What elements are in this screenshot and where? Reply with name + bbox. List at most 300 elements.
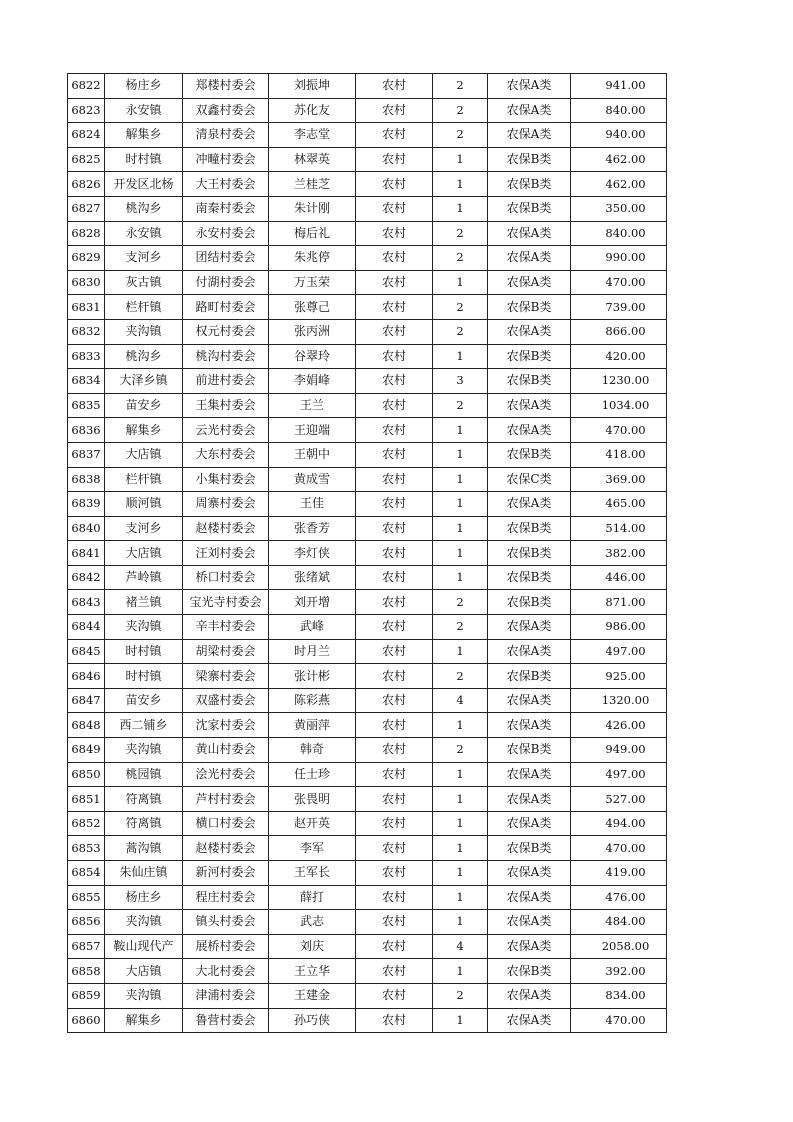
insurance-category-cell: 农保B类 xyxy=(488,369,571,394)
amount-cell: 426.00 xyxy=(571,713,667,738)
person-name-cell: 朱计刚 xyxy=(269,196,356,221)
amount-cell: 470.00 xyxy=(571,270,667,295)
town-cell: 夹沟镇 xyxy=(105,738,183,763)
town-cell: 大店镇 xyxy=(105,959,183,984)
row-number-cell: 6857 xyxy=(68,934,105,959)
area-type-cell: 农村 xyxy=(356,836,433,861)
town-cell: 时村镇 xyxy=(105,664,183,689)
person-name-cell: 张计彬 xyxy=(269,664,356,689)
area-type-cell: 农村 xyxy=(356,615,433,640)
row-number-cell: 6844 xyxy=(68,615,105,640)
town-cell: 夹沟镇 xyxy=(105,319,183,344)
area-type-cell: 农村 xyxy=(356,664,433,689)
person-name-cell: 林翠英 xyxy=(269,147,356,172)
row-number-cell: 6838 xyxy=(68,467,105,492)
row-number-cell: 6852 xyxy=(68,811,105,836)
row-number-cell: 6841 xyxy=(68,541,105,566)
table-row xyxy=(68,910,667,935)
insurance-category-cell: 农保B类 xyxy=(488,196,571,221)
area-type-cell: 农村 xyxy=(356,467,433,492)
amount-cell: 527.00 xyxy=(571,787,667,812)
village-committee-cell: 郑楼村委会 xyxy=(183,74,269,99)
insurance-category-cell: 农保B类 xyxy=(488,590,571,615)
amount-cell: 497.00 xyxy=(571,762,667,787)
amount-cell: 484.00 xyxy=(571,910,667,935)
row-number-cell: 6822 xyxy=(68,74,105,99)
insurance-category-cell: 农保A类 xyxy=(488,615,571,640)
amount-cell: 1034.00 xyxy=(571,393,667,418)
insurance-category-cell: 农保B类 xyxy=(488,344,571,369)
town-cell: 灰古镇 xyxy=(105,270,183,295)
area-type-cell: 农村 xyxy=(356,541,433,566)
household-count-cell: 4 xyxy=(433,934,488,959)
area-type-cell: 农村 xyxy=(356,787,433,812)
town-cell: 桃园镇 xyxy=(105,762,183,787)
household-count-cell: 1 xyxy=(433,147,488,172)
town-cell: 符离镇 xyxy=(105,787,183,812)
area-type-cell: 农村 xyxy=(356,959,433,984)
household-count-cell: 1 xyxy=(433,565,488,590)
household-count-cell: 1 xyxy=(433,836,488,861)
insurance-category-cell: 农保A类 xyxy=(488,123,571,148)
amount-cell: 497.00 xyxy=(571,639,667,664)
household-count-cell: 1 xyxy=(433,172,488,197)
row-number-cell: 6823 xyxy=(68,98,105,123)
amount-cell: 840.00 xyxy=(571,221,667,246)
person-name-cell: 张绪斌 xyxy=(269,565,356,590)
table-row xyxy=(68,762,667,787)
household-count-cell: 1 xyxy=(433,910,488,935)
person-name-cell: 张丙洲 xyxy=(269,319,356,344)
person-name-cell: 王军长 xyxy=(269,861,356,886)
person-name-cell: 刘振坤 xyxy=(269,74,356,99)
village-committee-cell: 胡梁村委会 xyxy=(183,639,269,664)
person-name-cell: 黄丽萍 xyxy=(269,713,356,738)
village-committee-cell: 芦村村委会 xyxy=(183,787,269,812)
village-committee-cell: 镇头村委会 xyxy=(183,910,269,935)
table-row xyxy=(68,295,667,320)
table-row xyxy=(68,246,667,271)
table-row xyxy=(68,492,667,517)
area-type-cell: 农村 xyxy=(356,74,433,99)
person-name-cell: 朱兆停 xyxy=(269,246,356,271)
town-cell: 大店镇 xyxy=(105,541,183,566)
table-row xyxy=(68,787,667,812)
insurance-category-cell: 农保A类 xyxy=(488,270,571,295)
person-name-cell: 时月兰 xyxy=(269,639,356,664)
row-number-cell: 6849 xyxy=(68,738,105,763)
town-cell: 杨庄乡 xyxy=(105,74,183,99)
amount-cell: 2058.00 xyxy=(571,934,667,959)
household-count-cell: 1 xyxy=(433,516,488,541)
village-committee-cell: 权元村委会 xyxy=(183,319,269,344)
insurance-category-cell: 农保A类 xyxy=(488,74,571,99)
town-cell: 苗安乡 xyxy=(105,688,183,713)
table-row xyxy=(68,221,667,246)
table-row xyxy=(68,934,667,959)
amount-cell: 392.00 xyxy=(571,959,667,984)
town-cell: 苗安乡 xyxy=(105,393,183,418)
area-type-cell: 农村 xyxy=(356,369,433,394)
insurance-category-cell: 农保A类 xyxy=(488,246,571,271)
town-cell: 支河乡 xyxy=(105,516,183,541)
table-row xyxy=(68,1008,667,1033)
amount-cell: 470.00 xyxy=(571,418,667,443)
village-committee-cell: 大王村委会 xyxy=(183,172,269,197)
insurance-category-cell: 农保C类 xyxy=(488,467,571,492)
person-name-cell: 梅后礼 xyxy=(269,221,356,246)
amount-cell: 940.00 xyxy=(571,123,667,148)
table-row xyxy=(68,565,667,590)
insurance-category-cell: 农保A类 xyxy=(488,934,571,959)
village-committee-cell: 黄山村委会 xyxy=(183,738,269,763)
table-row xyxy=(68,516,667,541)
town-cell: 桃沟乡 xyxy=(105,196,183,221)
area-type-cell: 农村 xyxy=(356,246,433,271)
household-count-cell: 1 xyxy=(433,639,488,664)
table-row xyxy=(68,418,667,443)
table-row xyxy=(68,147,667,172)
village-committee-cell: 辛丰村委会 xyxy=(183,615,269,640)
amount-cell: 941.00 xyxy=(571,74,667,99)
household-count-cell: 2 xyxy=(433,393,488,418)
row-number-cell: 6853 xyxy=(68,836,105,861)
village-committee-cell: 展桥村委会 xyxy=(183,934,269,959)
household-count-cell: 2 xyxy=(433,246,488,271)
amount-cell: 871.00 xyxy=(571,590,667,615)
area-type-cell: 农村 xyxy=(356,590,433,615)
table-row xyxy=(68,639,667,664)
insurance-category-cell: 农保A类 xyxy=(488,811,571,836)
amount-cell: 462.00 xyxy=(571,147,667,172)
household-count-cell: 1 xyxy=(433,196,488,221)
insurance-category-cell: 农保B类 xyxy=(488,541,571,566)
area-type-cell: 农村 xyxy=(356,738,433,763)
town-cell: 朱仙庄镇 xyxy=(105,861,183,886)
table-row xyxy=(68,664,667,689)
area-type-cell: 农村 xyxy=(356,221,433,246)
amount-cell: 1320.00 xyxy=(571,688,667,713)
village-committee-cell: 新河村委会 xyxy=(183,861,269,886)
amount-cell: 514.00 xyxy=(571,516,667,541)
village-committee-cell: 云光村委会 xyxy=(183,418,269,443)
row-number-cell: 6825 xyxy=(68,147,105,172)
town-cell: 时村镇 xyxy=(105,639,183,664)
table-row xyxy=(68,615,667,640)
household-count-cell: 2 xyxy=(433,319,488,344)
household-count-cell: 1 xyxy=(433,861,488,886)
row-number-cell: 6850 xyxy=(68,762,105,787)
insurance-category-cell: 农保B类 xyxy=(488,516,571,541)
area-type-cell: 农村 xyxy=(356,123,433,148)
village-committee-cell: 南秦村委会 xyxy=(183,196,269,221)
household-count-cell: 1 xyxy=(433,885,488,910)
table-row xyxy=(68,713,667,738)
person-name-cell: 孙巧侠 xyxy=(269,1008,356,1033)
row-number-cell: 6829 xyxy=(68,246,105,271)
area-type-cell: 农村 xyxy=(356,442,433,467)
village-committee-cell: 浍光村委会 xyxy=(183,762,269,787)
insurance-category-cell: 农保A类 xyxy=(488,319,571,344)
row-number-cell: 6845 xyxy=(68,639,105,664)
row-number-cell: 6855 xyxy=(68,885,105,910)
town-cell: 夹沟镇 xyxy=(105,983,183,1008)
insurance-category-cell: 农保A类 xyxy=(488,492,571,517)
table-row xyxy=(68,959,667,984)
village-committee-cell: 路町村委会 xyxy=(183,295,269,320)
village-committee-cell: 桥口村委会 xyxy=(183,565,269,590)
village-committee-cell: 双鑫村委会 xyxy=(183,98,269,123)
insurance-category-cell: 农保B类 xyxy=(488,442,571,467)
amount-cell: 419.00 xyxy=(571,861,667,886)
area-type-cell: 农村 xyxy=(356,934,433,959)
amount-cell: 465.00 xyxy=(571,492,667,517)
amount-cell: 350.00 xyxy=(571,196,667,221)
town-cell: 支河乡 xyxy=(105,246,183,271)
row-number-cell: 6826 xyxy=(68,172,105,197)
amount-cell: 990.00 xyxy=(571,246,667,271)
town-cell: 大泽乡镇 xyxy=(105,369,183,394)
person-name-cell: 万玉荣 xyxy=(269,270,356,295)
row-number-cell: 6843 xyxy=(68,590,105,615)
person-name-cell: 任士珍 xyxy=(269,762,356,787)
person-name-cell: 韩奇 xyxy=(269,738,356,763)
area-type-cell: 农村 xyxy=(356,393,433,418)
row-number-cell: 6827 xyxy=(68,196,105,221)
village-committee-cell: 鲁营村委会 xyxy=(183,1008,269,1033)
amount-cell: 420.00 xyxy=(571,344,667,369)
insurance-category-cell: 农保A类 xyxy=(488,787,571,812)
table-row xyxy=(68,196,667,221)
table-row xyxy=(68,590,667,615)
area-type-cell: 农村 xyxy=(356,565,433,590)
town-cell: 大店镇 xyxy=(105,442,183,467)
village-committee-cell: 大北村委会 xyxy=(183,959,269,984)
row-number-cell: 6836 xyxy=(68,418,105,443)
household-count-cell: 2 xyxy=(433,590,488,615)
person-name-cell: 张畏明 xyxy=(269,787,356,812)
insurance-category-cell: 农保A类 xyxy=(488,1008,571,1033)
village-committee-cell: 赵楼村委会 xyxy=(183,836,269,861)
area-type-cell: 农村 xyxy=(356,639,433,664)
town-cell: 蒿沟镇 xyxy=(105,836,183,861)
household-count-cell: 2 xyxy=(433,295,488,320)
village-committee-cell: 冲疃村委会 xyxy=(183,147,269,172)
town-cell: 永安镇 xyxy=(105,221,183,246)
village-committee-cell: 周寨村委会 xyxy=(183,492,269,517)
village-committee-cell: 汪刘村委会 xyxy=(183,541,269,566)
village-committee-cell: 沈家村委会 xyxy=(183,713,269,738)
town-cell: 解集乡 xyxy=(105,418,183,443)
amount-cell: 446.00 xyxy=(571,565,667,590)
row-number-cell: 6847 xyxy=(68,688,105,713)
village-committee-cell: 横口村委会 xyxy=(183,811,269,836)
insurance-category-cell: 农保A类 xyxy=(488,221,571,246)
household-count-cell: 1 xyxy=(433,762,488,787)
amount-cell: 840.00 xyxy=(571,98,667,123)
town-cell: 鞍山现代产 xyxy=(105,934,183,959)
amount-cell: 382.00 xyxy=(571,541,667,566)
town-cell: 西二铺乡 xyxy=(105,713,183,738)
table-body xyxy=(68,74,667,1033)
town-cell: 栏杆镇 xyxy=(105,467,183,492)
area-type-cell: 农村 xyxy=(356,885,433,910)
town-cell: 解集乡 xyxy=(105,123,183,148)
town-cell: 永安镇 xyxy=(105,98,183,123)
table-row xyxy=(68,885,667,910)
table-row xyxy=(68,861,667,886)
person-name-cell: 陈彩燕 xyxy=(269,688,356,713)
area-type-cell: 农村 xyxy=(356,418,433,443)
insurance-category-cell: 农保A类 xyxy=(488,983,571,1008)
person-name-cell: 武志 xyxy=(269,910,356,935)
amount-cell: 476.00 xyxy=(571,885,667,910)
area-type-cell: 农村 xyxy=(356,147,433,172)
table-row xyxy=(68,738,667,763)
table-row xyxy=(68,983,667,1008)
village-committee-cell: 桃沟村委会 xyxy=(183,344,269,369)
area-type-cell: 农村 xyxy=(356,270,433,295)
area-type-cell: 农村 xyxy=(356,295,433,320)
row-number-cell: 6824 xyxy=(68,123,105,148)
person-name-cell: 李志堂 xyxy=(269,123,356,148)
table-row xyxy=(68,541,667,566)
table-row xyxy=(68,836,667,861)
town-cell: 桃沟乡 xyxy=(105,344,183,369)
table-row xyxy=(68,172,667,197)
area-type-cell: 农村 xyxy=(356,762,433,787)
village-committee-cell: 梁寨村委会 xyxy=(183,664,269,689)
amount-cell: 418.00 xyxy=(571,442,667,467)
table-row xyxy=(68,123,667,148)
person-name-cell: 苏化友 xyxy=(269,98,356,123)
household-count-cell: 2 xyxy=(433,74,488,99)
person-name-cell: 黄成雪 xyxy=(269,467,356,492)
town-cell: 顺河镇 xyxy=(105,492,183,517)
table-row xyxy=(68,344,667,369)
person-name-cell: 李灯侠 xyxy=(269,541,356,566)
amount-cell: 739.00 xyxy=(571,295,667,320)
row-number-cell: 6839 xyxy=(68,492,105,517)
household-count-cell: 1 xyxy=(433,959,488,984)
town-cell: 杨庄乡 xyxy=(105,885,183,910)
household-count-cell: 1 xyxy=(433,787,488,812)
insurance-category-cell: 农保A类 xyxy=(488,910,571,935)
amount-cell: 866.00 xyxy=(571,319,667,344)
person-name-cell: 王立华 xyxy=(269,959,356,984)
person-name-cell: 张尊己 xyxy=(269,295,356,320)
amount-cell: 462.00 xyxy=(571,172,667,197)
table-row xyxy=(68,98,667,123)
household-count-cell: 2 xyxy=(433,983,488,1008)
row-number-cell: 6851 xyxy=(68,787,105,812)
table-row xyxy=(68,688,667,713)
person-name-cell: 王建金 xyxy=(269,983,356,1008)
village-committee-cell: 前进村委会 xyxy=(183,369,269,394)
household-count-cell: 1 xyxy=(433,467,488,492)
area-type-cell: 农村 xyxy=(356,811,433,836)
area-type-cell: 农村 xyxy=(356,196,433,221)
person-name-cell: 赵开英 xyxy=(269,811,356,836)
person-name-cell: 谷翠玲 xyxy=(269,344,356,369)
area-type-cell: 农村 xyxy=(356,319,433,344)
town-cell: 夹沟镇 xyxy=(105,910,183,935)
table-row xyxy=(68,467,667,492)
household-count-cell: 2 xyxy=(433,98,488,123)
records-table xyxy=(67,73,667,1033)
insurance-category-cell: 农保A类 xyxy=(488,98,571,123)
area-type-cell: 农村 xyxy=(356,1008,433,1033)
household-count-cell: 2 xyxy=(433,738,488,763)
row-number-cell: 6856 xyxy=(68,910,105,935)
insurance-category-cell: 农保A类 xyxy=(488,418,571,443)
person-name-cell: 李娟峰 xyxy=(269,369,356,394)
insurance-category-cell: 农保B类 xyxy=(488,836,571,861)
person-name-cell: 王迎端 xyxy=(269,418,356,443)
table-row xyxy=(68,393,667,418)
amount-cell: 369.00 xyxy=(571,467,667,492)
person-name-cell: 张香芳 xyxy=(269,516,356,541)
area-type-cell: 农村 xyxy=(356,516,433,541)
table-row xyxy=(68,811,667,836)
person-name-cell: 刘庆 xyxy=(269,934,356,959)
village-committee-cell: 清泉村委会 xyxy=(183,123,269,148)
area-type-cell: 农村 xyxy=(356,172,433,197)
person-name-cell: 李军 xyxy=(269,836,356,861)
town-cell: 芦岭镇 xyxy=(105,565,183,590)
row-number-cell: 6840 xyxy=(68,516,105,541)
row-number-cell: 6828 xyxy=(68,221,105,246)
table-row xyxy=(68,319,667,344)
town-cell: 褚兰镇 xyxy=(105,590,183,615)
insurance-category-cell: 农保A类 xyxy=(488,639,571,664)
insurance-category-cell: 农保A类 xyxy=(488,861,571,886)
village-committee-cell: 赵楼村委会 xyxy=(183,516,269,541)
town-cell: 解集乡 xyxy=(105,1008,183,1033)
row-number-cell: 6832 xyxy=(68,319,105,344)
town-cell: 符离镇 xyxy=(105,811,183,836)
household-count-cell: 2 xyxy=(433,664,488,689)
amount-cell: 949.00 xyxy=(571,738,667,763)
village-committee-cell: 王集村委会 xyxy=(183,393,269,418)
area-type-cell: 农村 xyxy=(356,344,433,369)
household-count-cell: 3 xyxy=(433,369,488,394)
household-count-cell: 1 xyxy=(433,270,488,295)
row-number-cell: 6846 xyxy=(68,664,105,689)
row-number-cell: 6860 xyxy=(68,1008,105,1033)
insurance-category-cell: 农保A类 xyxy=(488,885,571,910)
area-type-cell: 农村 xyxy=(356,861,433,886)
household-count-cell: 1 xyxy=(433,811,488,836)
household-count-cell: 1 xyxy=(433,344,488,369)
town-cell: 栏杆镇 xyxy=(105,295,183,320)
insurance-category-cell: 农保B类 xyxy=(488,172,571,197)
table-row xyxy=(68,270,667,295)
amount-cell: 494.00 xyxy=(571,811,667,836)
insurance-category-cell: 农保B类 xyxy=(488,295,571,320)
person-name-cell: 王佳 xyxy=(269,492,356,517)
insurance-category-cell: 农保A类 xyxy=(488,762,571,787)
amount-cell: 925.00 xyxy=(571,664,667,689)
insurance-category-cell: 农保B类 xyxy=(488,565,571,590)
row-number-cell: 6837 xyxy=(68,442,105,467)
household-count-cell: 2 xyxy=(433,123,488,148)
insurance-category-cell: 农保A类 xyxy=(488,688,571,713)
area-type-cell: 农村 xyxy=(356,688,433,713)
household-count-cell: 4 xyxy=(433,688,488,713)
row-number-cell: 6854 xyxy=(68,861,105,886)
household-count-cell: 1 xyxy=(433,1008,488,1033)
